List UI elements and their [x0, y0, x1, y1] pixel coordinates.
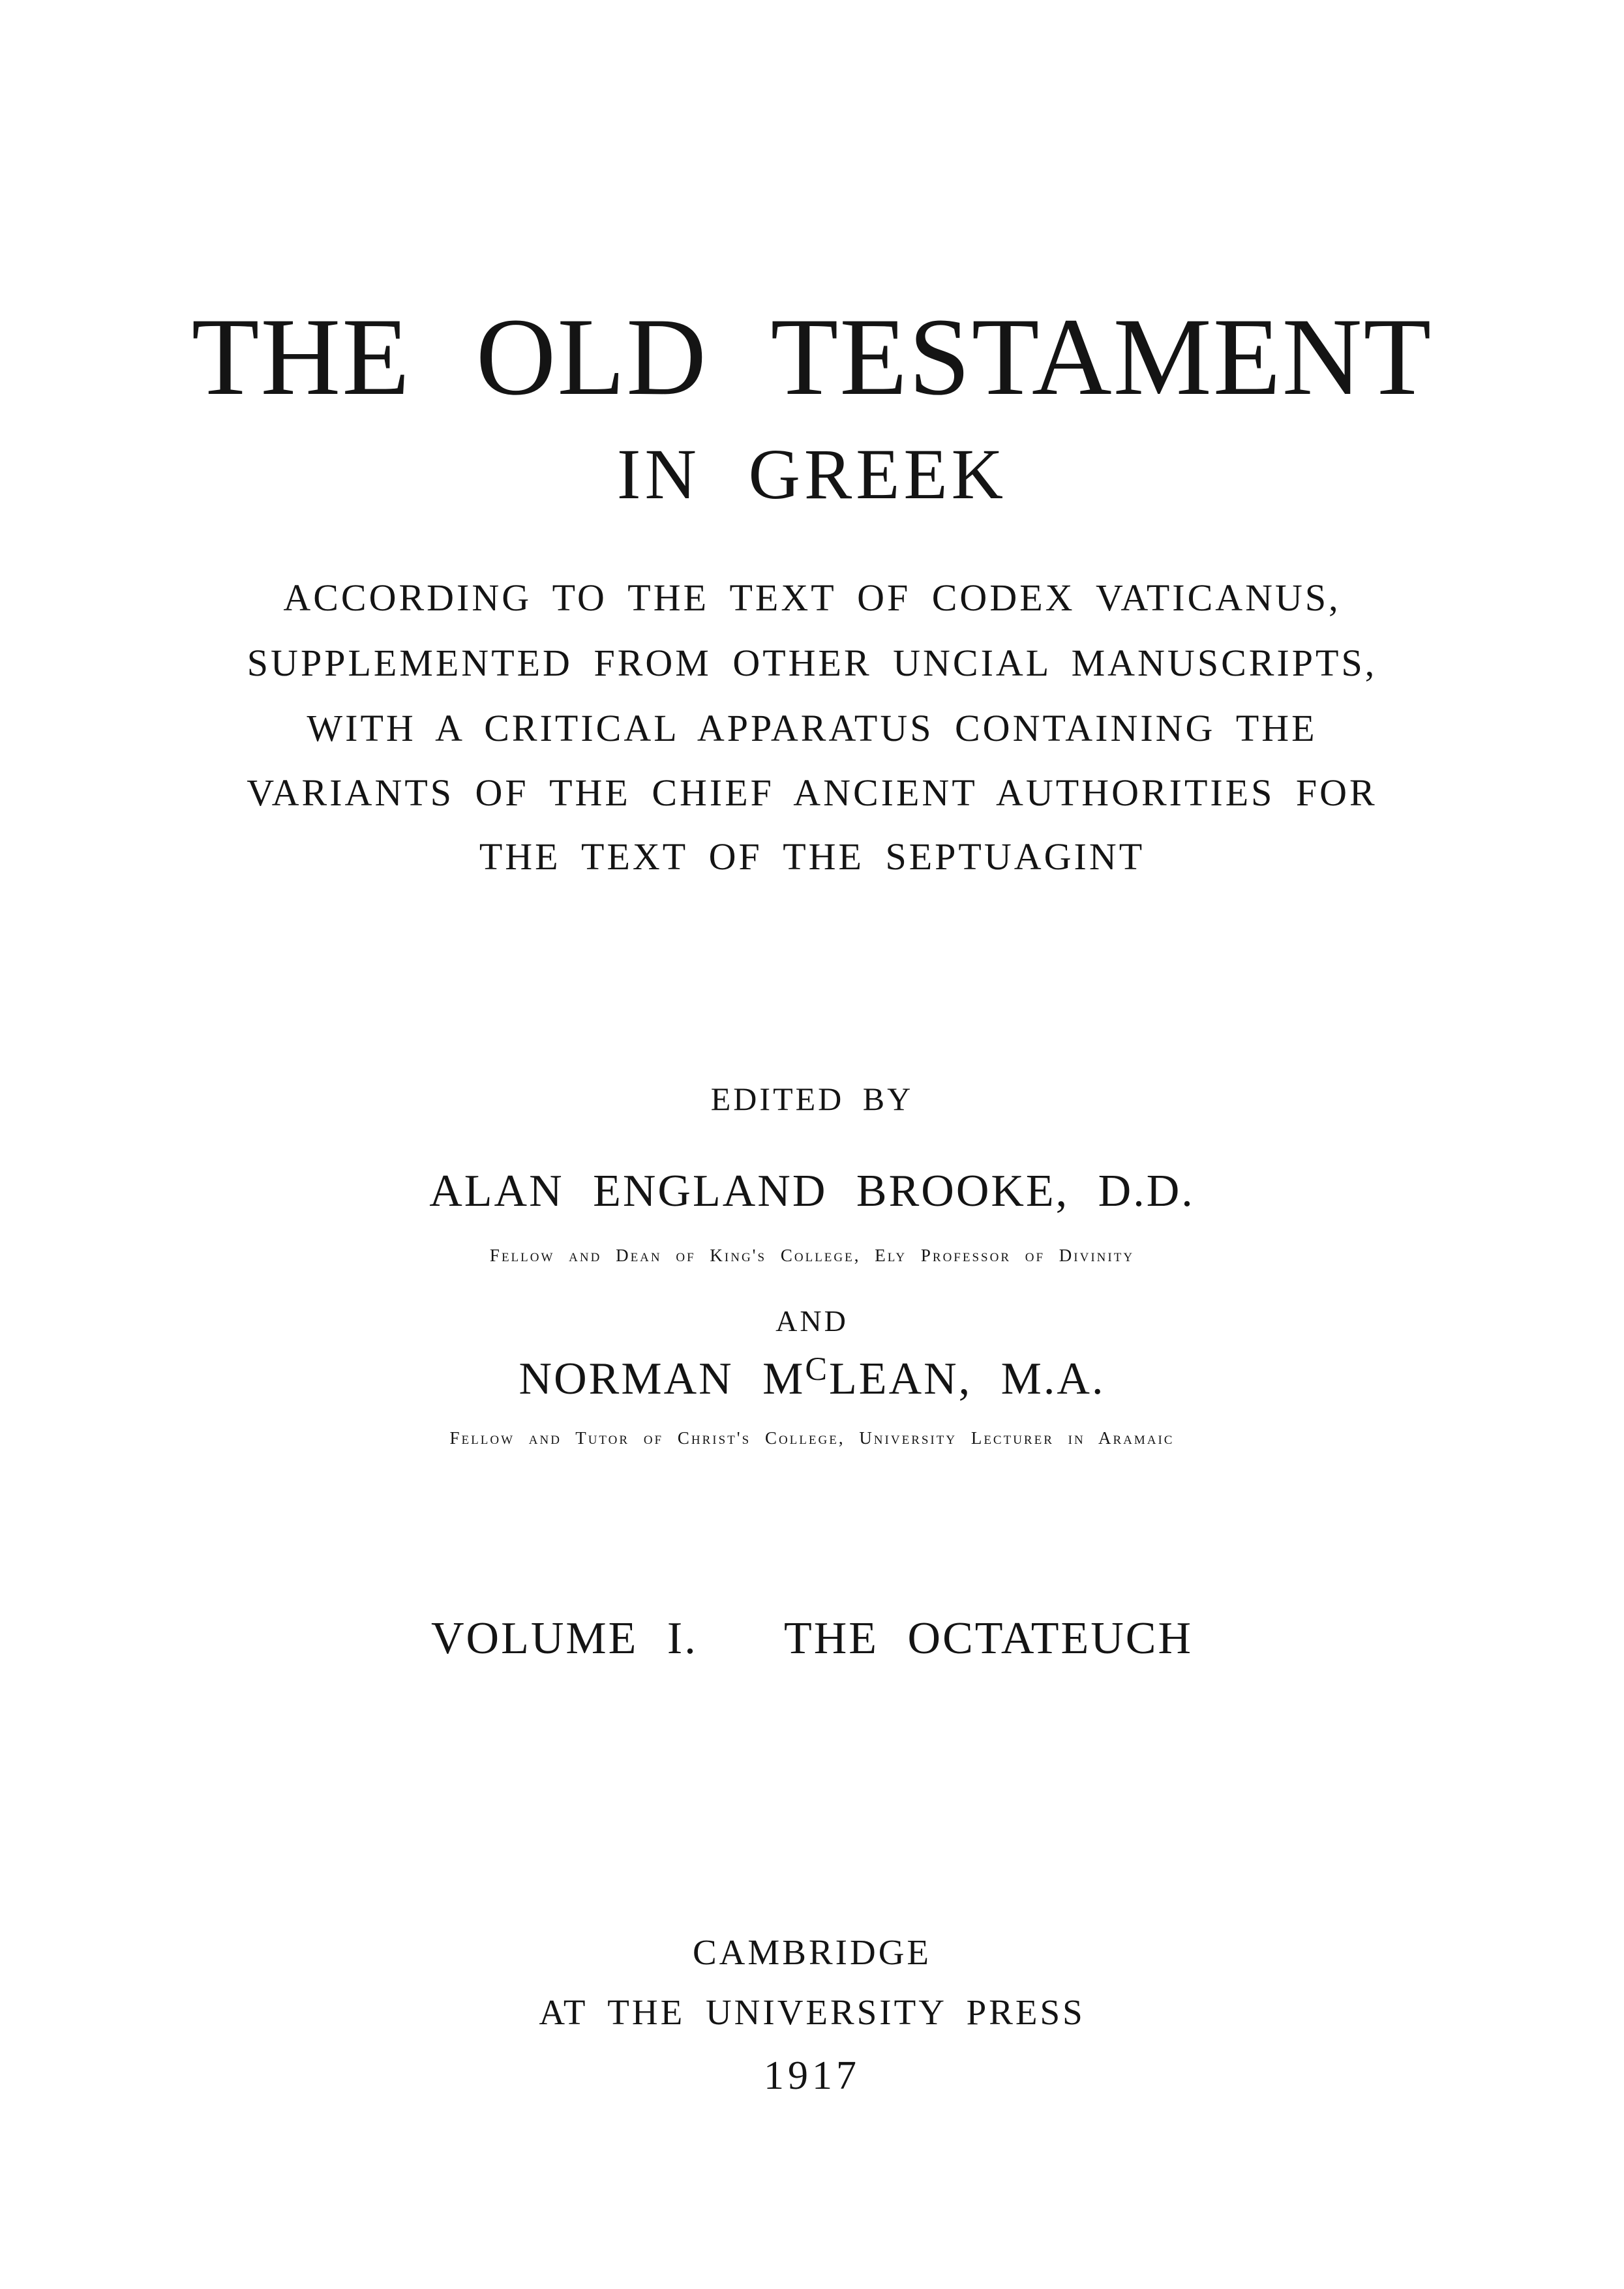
edited-by-label: EDITED BY	[710, 1081, 914, 1117]
editor-name-part: LEAN, M.A.	[829, 1354, 1105, 1405]
imprint-publisher: AT THE UNIVERSITY PRESS	[539, 1992, 1085, 2032]
book-title: THE OLD TESTAMENT	[191, 295, 1433, 418]
description-line: WITH A CRITICAL APPARATUS CONTAINING THE	[307, 707, 1317, 749]
imprint-place: CAMBRIDGE	[692, 1932, 932, 1972]
editor-name-mclean	[0, 1351, 1624, 1405]
volume-title: VOLUME I. THE OCTATEUCH	[430, 1613, 1194, 1664]
editor-name-brooke: ALAN ENGLAND BROOKE, D.D.	[429, 1166, 1195, 1216]
imprint-year: 1917	[764, 2054, 860, 2098]
editor-name-superscript: C	[805, 1351, 830, 1387]
book-subtitle: IN GREEK	[616, 434, 1008, 514]
description-line: ACCORDING TO THE TEXT OF CODEX VATICANUS,	[283, 576, 1341, 619]
editor-name-part: NORMAN M	[519, 1354, 805, 1405]
and-conjunction: AND	[775, 1304, 849, 1338]
editor-role-mclean: Fellow and Tutor of Christ's College, University Lecturer in Aramaic	[449, 1428, 1175, 1448]
description-line: VARIANTS OF THE CHIEF ANCIENT AUTHORITIES FOR	[247, 771, 1377, 814]
editor-role-brooke: Fellow and Dean of King's College, Ely Professor of Divinity	[489, 1246, 1135, 1265]
description-line: SUPPLEMENTED FROM OTHER UNCIAL MANUSCRIPTS,	[247, 642, 1377, 684]
description-line: THE TEXT OF THE SEPTUAGINT	[479, 835, 1145, 878]
